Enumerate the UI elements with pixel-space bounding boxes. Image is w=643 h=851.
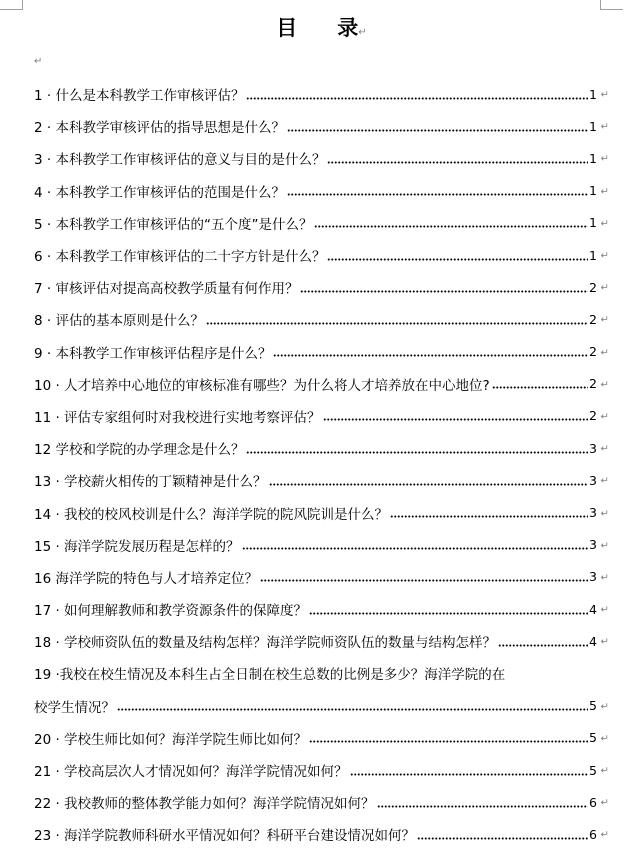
page-corner-mark-left (0, 0, 23, 10)
toc-leader-dots (242, 545, 588, 553)
toc-leader-dots (246, 448, 588, 456)
toc-entry[interactable] (34, 142, 609, 174)
page-corner-mark-right (600, 0, 623, 10)
toc-leader-dots (246, 94, 588, 102)
toc-page-number[interactable]: 4 (589, 633, 597, 649)
toc-page-number[interactable]: 3 (589, 440, 597, 456)
toc-page-number[interactable]: 1 (589, 247, 597, 263)
toc-entry-text[interactable]: 12 学校和学院的办学理念是什么？ (34, 442, 245, 459)
paragraph-mark-icon: ↵ (600, 475, 609, 487)
toc-entry[interactable] (34, 818, 609, 850)
paragraph-mark-icon: ↵ (600, 604, 609, 616)
empty-paragraph-mark-icon: ↵ (34, 56, 43, 67)
toc-entry-text[interactable]: 9 · 本科教学工作审核评估程序是什么？ (34, 345, 272, 362)
paragraph-mark-icon: ↵ (600, 733, 609, 745)
toc-entry-text[interactable]: 4 · 本科教学工作审核评估的范围是什么？ (34, 184, 285, 201)
toc-page-number[interactable]: 2 (589, 311, 597, 327)
toc-entry[interactable] (34, 561, 609, 593)
toc-entry[interactable] (34, 271, 609, 303)
toc-page-number[interactable]: 5 (589, 698, 597, 714)
toc-entry-text[interactable]: 1 · 什么是本科教学工作审核评估？ (34, 88, 245, 105)
toc-entry-text[interactable]: 7 · 审核评估对提高高校教学质量有何作用？ (34, 281, 299, 298)
toc-entry[interactable] (34, 368, 609, 400)
paragraph-mark-icon: ↵ (600, 443, 609, 455)
toc-entry[interactable] (34, 593, 609, 625)
paragraph-mark-icon: ↵ (600, 154, 609, 166)
paragraph-mark-icon: ↵ (600, 186, 609, 198)
toc-entry[interactable] (34, 722, 609, 754)
toc-entry[interactable] (34, 239, 609, 271)
toc-page-number[interactable]: 2 (589, 279, 597, 295)
paragraph-mark-icon: ↵ (600, 315, 609, 327)
toc-page-number[interactable]: 6 (589, 794, 597, 810)
toc-entry[interactable] (34, 496, 609, 528)
toc-page-number[interactable]: 1 (589, 150, 597, 166)
paragraph-mark-icon: ↵ (358, 27, 367, 38)
toc-page-number[interactable]: 5 (589, 762, 597, 778)
paragraph-mark-icon: ↵ (600, 282, 609, 294)
paragraph-mark-icon: ↵ (600, 347, 609, 359)
toc-entry[interactable] (34, 529, 609, 561)
toc-page-number[interactable]: 2 (589, 376, 597, 392)
toc-page-number[interactable]: 6 (589, 826, 597, 842)
toc-entry-text[interactable]: 17 · 如何理解教师和教学资源条件的保障度？ (34, 603, 308, 620)
toc-leader-dots (269, 480, 588, 488)
toc-leader-dots (377, 802, 588, 810)
paragraph-mark-icon: ↵ (600, 572, 609, 584)
toc-leader-dots (287, 126, 588, 134)
toc-leader-dots (492, 384, 588, 392)
toc-entry[interactable] (34, 432, 609, 464)
toc-entry-text[interactable]: 13 · 学校薪火相传的丁颖精神是什么？ (34, 474, 267, 491)
toc-page-number[interactable]: 2 (589, 344, 597, 360)
toc-entry-text[interactable]: 2 · 本科教学审核评估的指导思想是什么？ (34, 120, 285, 137)
paragraph-mark-icon: ↵ (600, 797, 609, 809)
toc-leader-dots (206, 319, 588, 327)
paragraph-mark-icon: ↵ (600, 250, 609, 262)
paragraph-mark-icon: ↵ (600, 379, 609, 391)
document-title (0, 12, 643, 42)
paragraph-mark-icon: ↵ (600, 636, 609, 648)
toc-entry[interactable] (34, 657, 597, 689)
toc-page-number[interactable]: 4 (589, 601, 597, 617)
toc-leader-dots (300, 287, 588, 295)
paragraph-mark-icon: ↵ (600, 89, 609, 101)
paragraph-mark-icon: ↵ (600, 218, 609, 230)
toc-entry-text[interactable]: 15 · 海洋学院发展历程是怎样的？ (34, 538, 240, 555)
title-part-1: 目 (276, 15, 298, 40)
toc-leader-dots (323, 416, 588, 424)
toc-leader-dots (417, 834, 588, 842)
toc-page-number[interactable]: 3 (589, 472, 597, 488)
toc-page-number[interactable]: 3 (589, 569, 597, 585)
toc-page-number[interactable]: 2 (589, 408, 597, 424)
toc-entry[interactable] (34, 786, 609, 818)
toc-entry[interactable] (34, 754, 609, 786)
toc-page-number[interactable]: 3 (589, 505, 597, 521)
toc-leader-dots (287, 191, 588, 199)
toc-leader-dots (390, 513, 588, 521)
toc-page-number[interactable]: 1 (589, 118, 597, 134)
toc-entry-text[interactable]: 19 ·我校在校生情况及本科生占全日制在校生总数的比例是多少？海洋学院的在 (34, 667, 506, 684)
paragraph-mark-icon: ↵ (600, 540, 609, 552)
table-of-contents (34, 78, 609, 851)
toc-entry-text[interactable]: 20 · 学校生师比如何？海洋学院生师比如何？ (34, 731, 308, 748)
toc-entry-text[interactable]: 6 · 本科教学工作审核评估的二十字方针是什么？ (34, 249, 326, 266)
title-part-2: 录 (337, 15, 359, 40)
toc-entry-text[interactable]: 10 · 人才培养中心地位的审核标准有哪些？为什么将人才培养放在中心地位? (34, 377, 490, 394)
toc-entry-text[interactable]: 22 · 我校教师的整体教学能力如何？海洋学院情况如何？ (34, 796, 375, 813)
paragraph-mark-icon: ↵ (600, 411, 609, 423)
toc-entry[interactable] (34, 207, 609, 239)
toc-entry-text[interactable]: 21 · 学校高层次人才情况如何？海洋学院情况如何？ (34, 764, 348, 781)
toc-leader-dots (117, 706, 588, 714)
toc-page-number[interactable]: 1 (589, 86, 597, 102)
toc-entry[interactable] (34, 464, 609, 496)
toc-leader-dots (309, 738, 588, 746)
toc-entry-text[interactable]: 3 · 本科教学工作审核评估的意义与目的是什么？ (34, 152, 326, 169)
toc-entry[interactable] (34, 690, 609, 722)
toc-leader-dots (327, 255, 588, 263)
toc-leader-dots (314, 223, 588, 231)
toc-leader-dots (498, 641, 588, 649)
toc-entry[interactable] (34, 303, 609, 335)
toc-page-number[interactable]: 5 (589, 730, 597, 746)
toc-leader-dots (350, 770, 588, 778)
toc-entry[interactable] (34, 175, 609, 207)
toc-entry[interactable] (34, 78, 609, 110)
toc-entry[interactable] (34, 336, 609, 368)
toc-entry[interactable] (34, 110, 609, 142)
paragraph-mark-icon: ↵ (600, 508, 609, 520)
toc-entry[interactable] (34, 400, 609, 432)
toc-entry-text[interactable]: 16 海洋学院的特色与人才培养定位？ (34, 570, 258, 587)
toc-page-number[interactable]: 3 (589, 537, 597, 553)
toc-entry-text[interactable]: 8 · 评估的基本原则是什么？ (34, 313, 204, 330)
toc-leader-dots (260, 577, 588, 585)
paragraph-mark-icon: ↵ (600, 830, 609, 842)
toc-entry-text[interactable]: 5 · 本科教学工作审核评估的“五个度”是什么？ (34, 216, 313, 233)
toc-entry-text[interactable]: 18 · 学校师资队伍的数量及结构怎样？海洋学院师资队伍的数量与结构怎样？ (34, 635, 497, 652)
toc-page-number[interactable]: 1 (589, 183, 597, 199)
paragraph-mark-icon: ↵ (600, 121, 609, 133)
toc-leader-dots (327, 158, 588, 166)
toc-leader-dots (273, 352, 588, 360)
toc-entry-text[interactable]: 校学生情况？ (34, 699, 115, 716)
toc-page-number[interactable]: 1 (589, 215, 597, 231)
toc-entry-text[interactable]: 14 · 我校的校风校训是什么？海洋学院的院风院训是什么？ (34, 506, 389, 523)
paragraph-mark-icon: ↵ (600, 701, 609, 713)
toc-entry-text[interactable]: 11 · 评估专家组何时对我校进行实地考察评估？ (34, 409, 321, 426)
toc-leader-dots (309, 609, 588, 617)
toc-entry[interactable] (34, 625, 609, 657)
toc-entry-text[interactable]: 23 · 海洋学院教师科研水平情况如何？科研平台建设情况如何？ (34, 828, 416, 845)
paragraph-mark-icon: ↵ (600, 765, 609, 777)
